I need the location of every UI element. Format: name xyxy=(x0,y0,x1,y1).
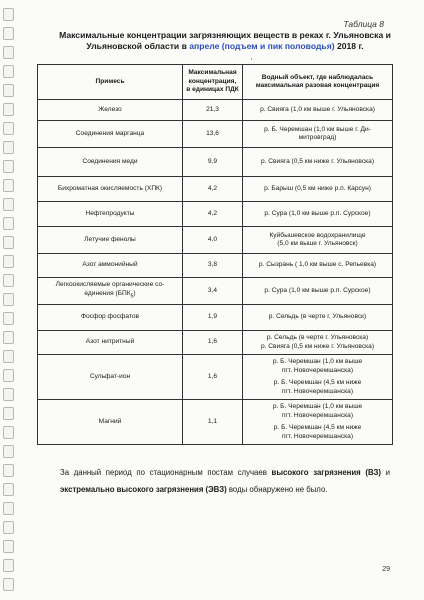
site-line: р. Сура (1,0 км выше р.п. Сурское) xyxy=(264,209,371,217)
cell-water-body xyxy=(243,400,393,445)
header-water-body: Водный объект, где наблюдалась максимальная разовая концентрация xyxy=(243,65,393,100)
footer-bold-1: высокого загрязнения (ВЗ) xyxy=(271,468,381,477)
table-header-row xyxy=(38,65,393,100)
site-line: митровград) xyxy=(298,134,337,141)
cell-concentration: 1,1 xyxy=(183,400,243,445)
cell-substance: Азот нитритный xyxy=(38,331,183,355)
table-body xyxy=(38,100,393,445)
table-row xyxy=(38,100,393,121)
binding-hole xyxy=(3,103,14,116)
binding-hole xyxy=(3,445,14,458)
binding-hole xyxy=(3,65,14,78)
cell-water-body xyxy=(243,355,393,400)
binding-hole xyxy=(3,46,14,59)
binding-hole xyxy=(3,217,14,230)
binding-hole xyxy=(3,198,14,211)
table-row xyxy=(38,400,393,445)
table-row xyxy=(38,355,393,400)
cell-substance: Железо xyxy=(38,100,183,121)
binding-hole xyxy=(3,179,14,192)
substance-line: Легкоокисляемые органические со- xyxy=(55,281,165,289)
binding-hole xyxy=(3,141,14,154)
site-line: р. Сызрань ( 1,0 км выше с. Репьевка) xyxy=(258,261,377,269)
table-row xyxy=(38,227,393,254)
title-text-2: 2018 г. xyxy=(334,41,364,51)
site-line: р. Б. Черемшан (1,0 км выше xyxy=(272,358,363,365)
site-line: р. Б. Черемшан (1,0 км выше г. Ди- xyxy=(264,125,371,133)
binding-hole xyxy=(3,274,14,287)
table-row xyxy=(38,202,393,227)
site-line: пгт. Новочеремшанска) xyxy=(281,366,354,374)
site-line: р. Б. Черемшан (4,5 км ниже xyxy=(273,424,362,431)
title-text-1: Максимальные концентрации загрязняющих веществ в реках г. Ульяновска и Ульяновской области в xyxy=(59,30,391,51)
binding-hole xyxy=(3,312,14,325)
table-row xyxy=(38,148,393,177)
cell-water-body xyxy=(243,305,393,331)
cell-substance: Соединения марганца xyxy=(38,121,183,148)
table-row xyxy=(38,331,393,355)
cell-concentration: 4,2 xyxy=(183,202,243,227)
site-line: р. Б. Черемшан (4,5 км ниже xyxy=(273,379,362,386)
cell-concentration: 4,0 xyxy=(183,227,243,254)
site-line: р. Свияга (0,5 км ниже г. Ульяновска) xyxy=(260,342,375,350)
table-row xyxy=(38,254,393,278)
site-line: р. Сельдь (в черте г. Ульяновска) xyxy=(266,334,369,341)
tick-mark: ' xyxy=(251,58,253,65)
cell-concentration: 3,8 xyxy=(183,254,243,278)
binding-hole xyxy=(3,407,14,420)
table-row xyxy=(38,305,393,331)
site-line: р. Сельдь (в черте г. Ульяновск) xyxy=(268,313,367,321)
cell-water-body xyxy=(243,278,393,305)
binding-hole xyxy=(3,27,14,40)
table-row xyxy=(38,121,393,148)
table-title xyxy=(50,30,400,52)
cell-concentration: 9,9 xyxy=(183,148,243,177)
binding-hole xyxy=(3,293,14,306)
site-line: Куйбышевское водохранилище xyxy=(269,231,366,239)
cell-substance: Летучие фенолы xyxy=(38,227,183,254)
site-line: р. Барыш (0,5 км ниже р.п. Карсун) xyxy=(264,184,371,192)
page-number: 29 xyxy=(382,566,390,573)
binding-hole xyxy=(3,559,14,572)
binding-hole xyxy=(3,483,14,496)
binding-hole xyxy=(3,255,14,268)
site-line: пгт. Новочеремшанска) xyxy=(281,411,354,419)
binding-hole xyxy=(3,236,14,249)
cell-substance: Азот аммонийный xyxy=(38,254,183,278)
substance-line: единения (БПК xyxy=(84,289,131,297)
table-row xyxy=(38,177,393,202)
cell-water-body xyxy=(243,177,393,202)
cell-concentration: 1,6 xyxy=(183,355,243,400)
cell-substance: Магний xyxy=(38,400,183,445)
cell-substance: Нефтепродукты xyxy=(38,202,183,227)
binding-hole xyxy=(3,578,14,591)
cell-water-body xyxy=(243,121,393,148)
header-substance: Примесь xyxy=(38,65,183,100)
table-row xyxy=(38,278,393,305)
cell-substance: Сульфат-ион xyxy=(38,355,183,400)
binding-hole xyxy=(3,350,14,363)
binding-hole xyxy=(3,331,14,344)
site-line: пгт. Новочеремшанска) xyxy=(281,432,354,440)
binding-holes xyxy=(3,8,13,598)
site-line: р. Сура (1,0 км выше р.п. Сурское) xyxy=(264,286,371,294)
site-line: р. Свияга (1,0 км выше г. Ульяновска) xyxy=(260,105,375,113)
binding-hole xyxy=(3,502,14,515)
title-highlight: апреле (подъем и пик половодья) xyxy=(189,41,335,51)
table-caption: Таблица 8 xyxy=(343,19,384,29)
footer-text-2: и xyxy=(380,468,390,477)
cell-concentration: 1,6 xyxy=(183,331,243,355)
cell-substance: Фосфор фосфатов xyxy=(38,305,183,331)
binding-hole xyxy=(3,84,14,97)
cell-concentration: 3,4 xyxy=(183,278,243,305)
binding-hole xyxy=(3,160,14,173)
cell-concentration: 13,6 xyxy=(183,121,243,148)
cell-water-body xyxy=(243,227,393,254)
cell-water-body xyxy=(243,100,393,121)
footer-text-1: За данный период по стационарным постам случаев xyxy=(60,468,272,477)
site-line: р. Б. Черемшан (1,0 км выше xyxy=(272,403,363,410)
cell-concentration: 4,2 xyxy=(183,177,243,202)
cell-concentration: 21,3 xyxy=(183,100,243,121)
cell-concentration: 1,9 xyxy=(183,305,243,331)
concentration-table xyxy=(37,64,393,445)
cell-substance xyxy=(38,278,183,305)
substance-end: ) xyxy=(133,289,136,297)
binding-hole xyxy=(3,388,14,401)
binding-hole xyxy=(3,521,14,534)
header-concentration: Максимальная концентрация, в единицах ПДК xyxy=(183,65,243,100)
cell-substance: Бихроматная окисляемость (ХПК) xyxy=(38,177,183,202)
binding-hole xyxy=(3,464,14,477)
cell-water-body xyxy=(243,148,393,177)
footer-text-3: воды обнаружено не было. xyxy=(226,485,328,494)
substance-subscript: 5 xyxy=(130,293,134,300)
cell-water-body xyxy=(243,202,393,227)
binding-hole xyxy=(3,8,14,21)
cell-water-body xyxy=(243,254,393,278)
footer-paragraph xyxy=(60,464,390,498)
binding-hole xyxy=(3,426,14,439)
site-line: р. Свияга (0,5 км ниже г. Ульяновска) xyxy=(260,157,375,165)
footer-bold-2: экстремально высокого загрязнения (ЭВЗ) xyxy=(60,485,227,494)
cell-substance: Соединения меди xyxy=(38,148,183,177)
binding-hole xyxy=(3,122,14,135)
site-line: (5,0 км выше г. Ульяновск) xyxy=(277,240,358,247)
cell-water-body xyxy=(243,331,393,355)
binding-hole xyxy=(3,540,14,553)
binding-hole xyxy=(3,369,14,382)
site-line: пгт. Новочеремшанска) xyxy=(281,387,354,395)
